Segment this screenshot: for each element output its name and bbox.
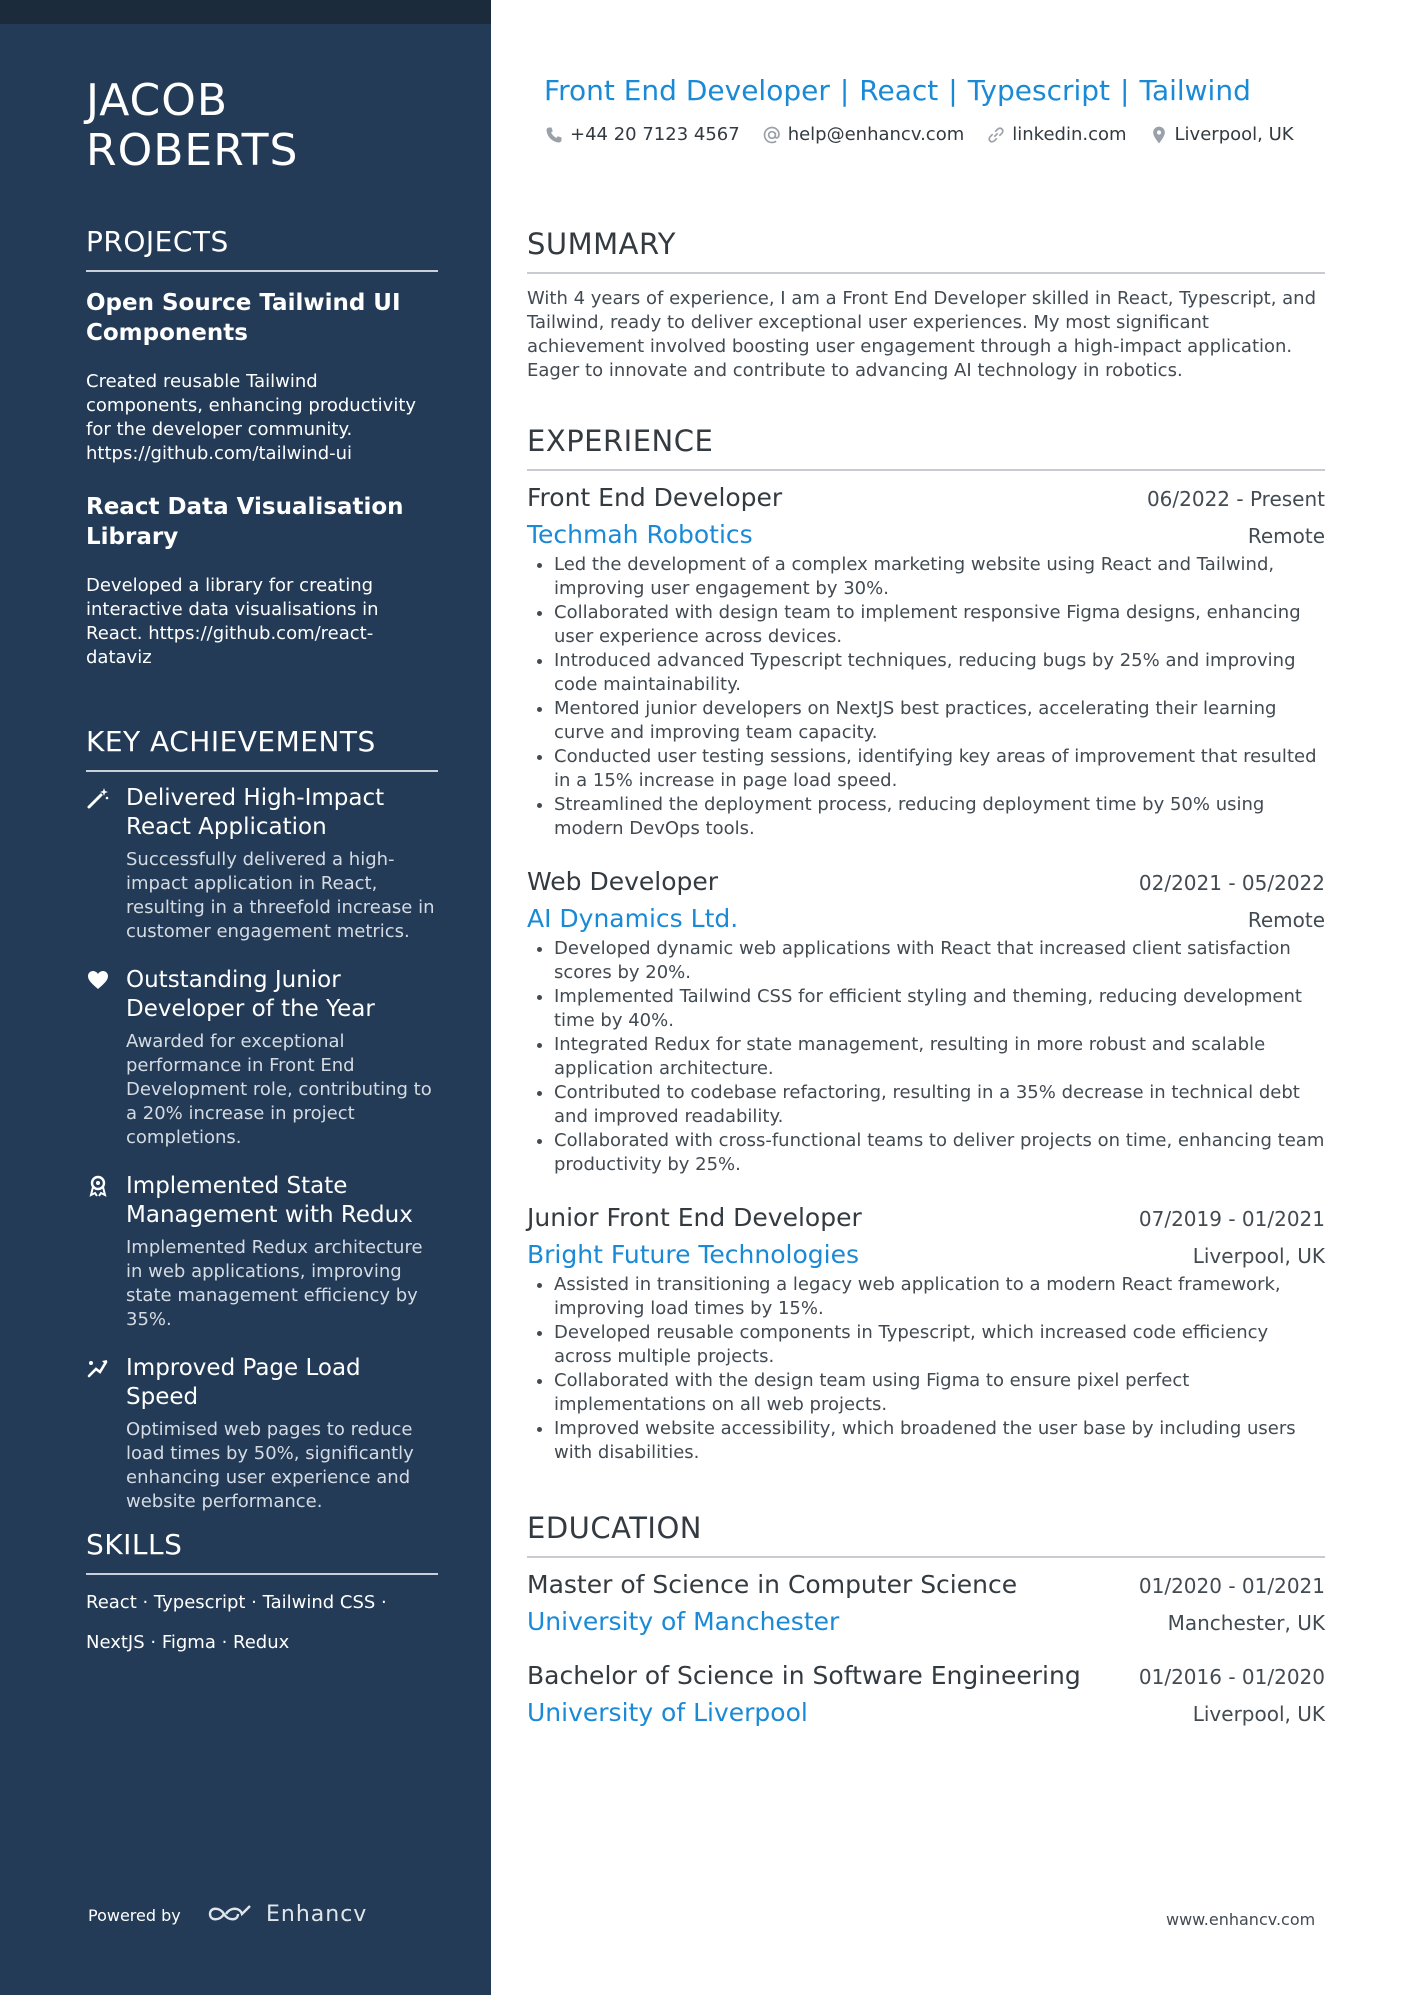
degree-title: Bachelor of Science in Software Engineering: [527, 1661, 1081, 1690]
award-medal-icon: [86, 1174, 110, 1198]
headline-separator: |: [1120, 74, 1130, 107]
headline-role: Front End Developer: [544, 74, 830, 107]
contact-text: help@enhancv.com: [787, 124, 965, 145]
bullet-item: • Introduced advanced Typescript techniques, reducing bugs by 25% and improving code maintainability.: [554, 649, 1325, 697]
education-heading: EDUCATION: [527, 1510, 1325, 1558]
bullet-item: • Improved website accessibility, which broadened the user base by including users with disabilities.: [554, 1417, 1325, 1465]
bullet-item: • Collaborated with design team to implement responsive Figma designs, enhancing user experience across devices.: [554, 601, 1325, 649]
job-header: [527, 1203, 1325, 1232]
bullet-item: • Led the development of a complex marketing website using React and Tailwind, improving user engagement by 30%.: [554, 553, 1325, 601]
bullet-item: • Integrated Redux for state management, resulting in more robust and scalable application architecture.: [554, 1033, 1325, 1081]
phone-icon: [544, 125, 564, 145]
achievement-description: Successfully delivered a high-impact application in React, resulting in a threefold increase in customer engagement metrics.: [126, 849, 435, 942]
job-company-row: [527, 1240, 1325, 1269]
skills-heading: SKILLS: [86, 1527, 438, 1575]
link-icon: [986, 125, 1006, 145]
company-name: Bright Future Technologies: [527, 1240, 859, 1269]
headline-separator: |: [839, 74, 850, 107]
job-bullets: [527, 937, 1325, 1177]
contact-linkedin[interactable]: [986, 124, 1126, 145]
job-company-row: [527, 520, 1325, 549]
summary-heading: SUMMARY: [527, 226, 1325, 274]
job-header: [527, 483, 1325, 512]
achievements-heading: KEY ACHIEVEMENTS: [86, 724, 438, 772]
school-name: University of Liverpool: [527, 1698, 808, 1727]
degree-title: Master of Science in Computer Science: [527, 1570, 1018, 1599]
contact-phone[interactable]: [544, 124, 740, 145]
achievement-description: Optimised web pages to reduce load times by 50%, significantly enhancing user experience and website performance.: [126, 1419, 414, 1512]
school-row: [527, 1698, 1325, 1727]
job-location: Remote: [1247, 908, 1325, 932]
project-title: Open Source Tailwind UI Components: [86, 290, 401, 346]
bullet-item: • Contributed to codebase refactoring, resulting in a 35% decrease in technical debt and improved readability.: [554, 1081, 1325, 1129]
powered-by-label: Powered by: [88, 1906, 181, 1925]
first-name: JACOB: [86, 75, 229, 126]
job-bullets: [527, 553, 1325, 841]
job-title: Junior Front End Developer: [527, 1203, 862, 1232]
bullet-item: • Conducted user testing sessions, identifying key areas of improvement that resulted in a 15% increase in page load speed.: [554, 745, 1325, 793]
headline-skill: Tailwind: [1139, 74, 1251, 107]
company-name: AI Dynamics Ltd.: [527, 904, 739, 933]
headline-skill: Typescript: [967, 74, 1111, 107]
contact-text: +44 20 7123 4567: [570, 124, 740, 145]
job-date: 06/2022 - Present: [1146, 487, 1325, 511]
job-title: Web Developer: [527, 867, 719, 896]
contact-location: [1149, 124, 1294, 145]
experience-item: [527, 867, 1325, 1177]
achievement-item: [86, 1172, 438, 1332]
enhancv-logo-icon: [206, 1902, 258, 1926]
job-location: Remote: [1247, 524, 1325, 548]
at-icon: [762, 125, 782, 145]
job-date: 02/2021 - 05/2022: [1138, 871, 1325, 895]
achievement-title: Improved Page Load Speed: [126, 1355, 361, 1410]
project-description: Created reusable Tailwind components, enhancing productivity for the developer community. https://github.com/tailwind-ui: [86, 371, 417, 464]
contact-email[interactable]: [762, 124, 965, 145]
bullet-item: • Developed reusable components in Typescript, which increased code efficiency across multiple projects.: [554, 1321, 1325, 1369]
project-title: React Data Visualisation Library: [86, 494, 404, 550]
job-location: Liverpool, UK: [1192, 1244, 1325, 1268]
bullet-item: • Collaborated with the design team using Figma to ensure pixel perfect implementations on all web projects.: [554, 1369, 1325, 1417]
education-date: 01/2020 - 01/2021: [1138, 1574, 1325, 1598]
bullet-item: • Mentored junior developers on NextJS best practices, accelerating their learning curve and improving team capacity.: [554, 697, 1325, 745]
company-name: Techmah Robotics: [527, 520, 753, 549]
skills-line: React · Typescript · Tailwind CSS ·: [86, 1592, 387, 1613]
job-bullets: [527, 1273, 1325, 1465]
education-item: [527, 1661, 1325, 1727]
education-date: 01/2016 - 01/2020: [1138, 1665, 1325, 1689]
achievement-description: Implemented Redux architecture in web applications, improving state management efficiency by 35%.: [126, 1237, 423, 1330]
achievements-section: [86, 724, 438, 1514]
project-item: [86, 288, 438, 466]
headline-separator: |: [948, 74, 958, 107]
bullet-item: • Implemented Tailwind CSS for efficient styling and theming, reducing development time by 40%.: [554, 985, 1325, 1033]
last-name: ROBERTS: [86, 125, 299, 176]
education-header: [527, 1661, 1325, 1690]
school-location: Liverpool, UK: [1192, 1702, 1325, 1726]
skills-line: NextJS · Figma · Redux: [86, 1632, 290, 1653]
job-title: Front End Developer: [527, 483, 783, 512]
education-item: [527, 1570, 1325, 1636]
achievement-item: [86, 1354, 438, 1514]
contact-text: linkedin.com: [1012, 124, 1127, 145]
achievement-title: Delivered High-Impact React Application: [126, 785, 385, 840]
achievement-title: Implemented State Management with Redux: [126, 1173, 413, 1228]
experience-item: [527, 483, 1325, 841]
person-name: [86, 76, 298, 176]
job-date: 07/2019 - 01/2021: [1138, 1207, 1325, 1231]
school-row: [527, 1607, 1325, 1636]
headline-skill: React: [859, 74, 939, 107]
contact-info: [544, 124, 1294, 145]
skills-section: [86, 1527, 438, 1663]
skills-list: [86, 1583, 438, 1663]
headline: [544, 74, 1251, 107]
footer-url-link[interactable]: www.enhancv.com: [1166, 1910, 1316, 1929]
bullet-item: • Streamlined the deployment process, reducing deployment time by 50% using modern DevOps tools.: [554, 793, 1325, 841]
bullet-item: • Collaborated with cross-functional teams to deliver projects on time, enhancing team productivity by 25%.: [554, 1129, 1325, 1177]
performance-icon: [86, 1356, 110, 1380]
heart-icon: [86, 968, 110, 992]
bullet-item: • Assisted in transitioning a legacy web application to a modern React framework, improving load times by 15%.: [554, 1273, 1325, 1321]
sidebar: [0, 0, 491, 1995]
projects-section: [86, 224, 438, 670]
achievement-title: Outstanding Junior Developer of the Year: [126, 967, 375, 1022]
magic-wand-icon: [86, 786, 110, 810]
project-item: [86, 492, 438, 670]
job-company-row: [527, 904, 1325, 933]
projects-heading: PROJECTS: [86, 224, 438, 272]
school-name: University of Manchester: [527, 1607, 840, 1636]
summary-text: With 4 years of experience, I am a Front End Developer skilled in React, Typescript, and Tailwind, ready to deliver exceptional user experiences. My most significant achievement involved boosting user engagement through a high-impact application. Eager to innovate and contribute to advancing AI technology in robotics.: [527, 288, 1317, 381]
achievement-description: Awarded for exceptional performance in Front End Development role, contributing to a 20% increase in project completions.: [126, 1031, 432, 1148]
location-pin-icon: [1149, 125, 1169, 145]
contact-text: Liverpool, UK: [1174, 124, 1294, 145]
experience-heading: EXPERIENCE: [527, 423, 1325, 471]
education-header: [527, 1570, 1325, 1599]
experience-item: [527, 1203, 1325, 1465]
bullet-item: • Developed dynamic web applications with React that increased client satisfaction scores by 20%.: [554, 937, 1325, 985]
school-location: Manchester, UK: [1167, 1611, 1325, 1635]
achievement-item: [86, 784, 438, 944]
enhancv-brand: Enhancv: [266, 1902, 368, 1927]
sidebar-top-bar: [0, 0, 491, 24]
project-description: Developed a library for creating interactive data visualisations in React. https://github.com/react-dataviz: [86, 575, 379, 668]
achievement-item: [86, 966, 438, 1150]
job-header: [527, 867, 1325, 896]
